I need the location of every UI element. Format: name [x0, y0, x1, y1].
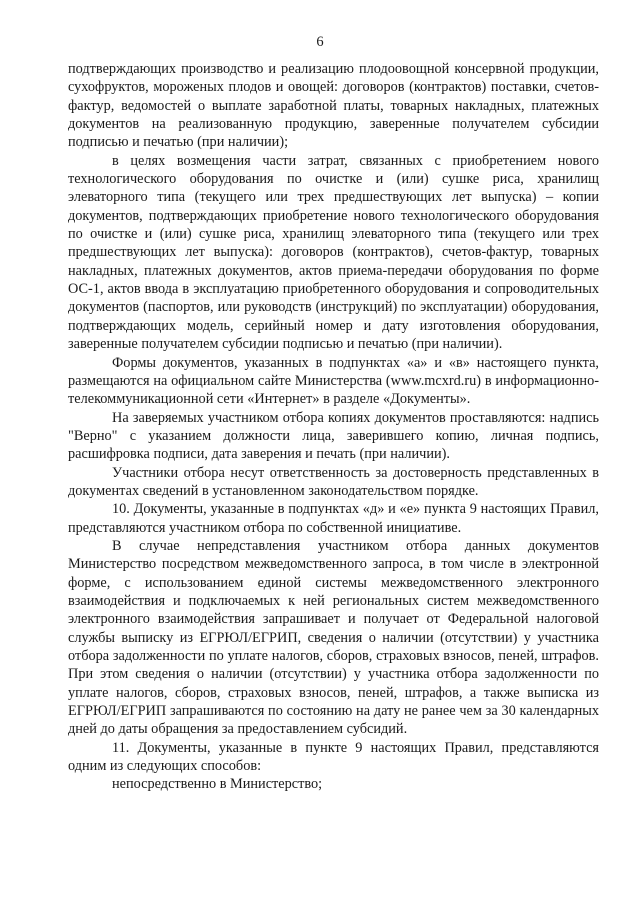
paragraph-interdepartmental-request: В случае непредставления участником отбора данных документов Министерство посредством межведомственного запроса, в том числе в электронной форме, с использованием единой системы межведомственного электронного взаимодействия и подключаемых к ней региональных систем межведомственного электронного взаимодействия запрашивает и получает от Федеральной налоговой службы выписку из ЕГРЮЛ/ЕГРИП, сведения о наличии (отсутствии) у участника отбора задолженности по уплате налогов, сборов, страховых взносов, пеней, штрафов. При этом сведения о наличии (отсутствии) у участника отбора задолженности по уплате налогов, сборов, страховых взносов, пеней, штрафов, а также выписка из ЕГРЮЛ/ЕГРИП запрашиваются по состоянию на дату не ранее чем за 30 календарных дней до даты обращения за предоставлением субсидий.: [68, 537, 599, 738]
paragraph-clause-10: 10. Документы, указанные в подпунктах «д» и «е» пункта 9 настоящих Правил, представляются участником отбора по собственной инициативе.: [68, 501, 599, 536]
paragraph-clause-11: 11. Документы, указанные в пункте 9 настоящих Правил, представляются одним из следующих способов:: [68, 739, 599, 775]
paragraph-submission-method-ministry: непосредственно в Министерство;: [112, 776, 323, 793]
paragraph-equipment-cost-reimbursement: в целях возмещения части затрат, связанных с приобретением нового технологического оборудования по очистке и (или) сушке риса, хранилищ элеваторного типа (текущего или трех предшествующих лет выпуска) – копии документов, подтверждающих приобретение нового технологического оборудования по очистке и (или) сушке риса, хранилищ элеваторного типа (текущего или трех предшествующих лет выпуска): договоров (контрактов), счетов-фактур, товарных накладных, платежных документов, актов приема-передачи оборудования по форме ОС-1, актов ввода в эксплуатацию приобретенного оборудования и сопроводительных документов (паспортов, или руководств (инструкций) по эксплуатации) оборудования, подтверждающих модель, серийный номер и дату изготовления оборудования, заверенные получателем субсидии подписью и печатью (при наличии).: [68, 152, 599, 353]
document-body: [68, 60, 599, 794]
page-number: 6: [316, 34, 324, 50]
paragraph-document-forms: Формы документов, указанных в подпунктах «а» и «в» настоящего пункта, размещаются на официальном сайте Министерства (www.mcxrd.ru) в информационно-телекоммуникационной сети «Интернет» в разделе «Документы».: [68, 354, 599, 408]
paragraph-documents-list-continuation: подтверждающих производство и реализацию плодоовощной консервной продукции, сухофруктов, мороженых плодов и овощей: договоров (контрактов) поставки, счетов-фактур, ведомостей о выплате заработной платы, товарных накладных, платежных документов на реализованную продукцию, заверенные получателем субсидии подписью и печатью (при наличии);: [68, 61, 599, 151]
paragraph-copy-certification: На заверяемых участником отбора копиях документов проставляются: надпись "Верно" с указанием должности лица, заверившего копию, личная подпись, расшифровка подписи, дата заверения и печать (при наличии).: [68, 409, 599, 463]
paragraph-participant-responsibility: Участники отбора несут ответственность за достоверность представленных в документах сведений в установленном законодательством порядке.: [68, 464, 599, 499]
